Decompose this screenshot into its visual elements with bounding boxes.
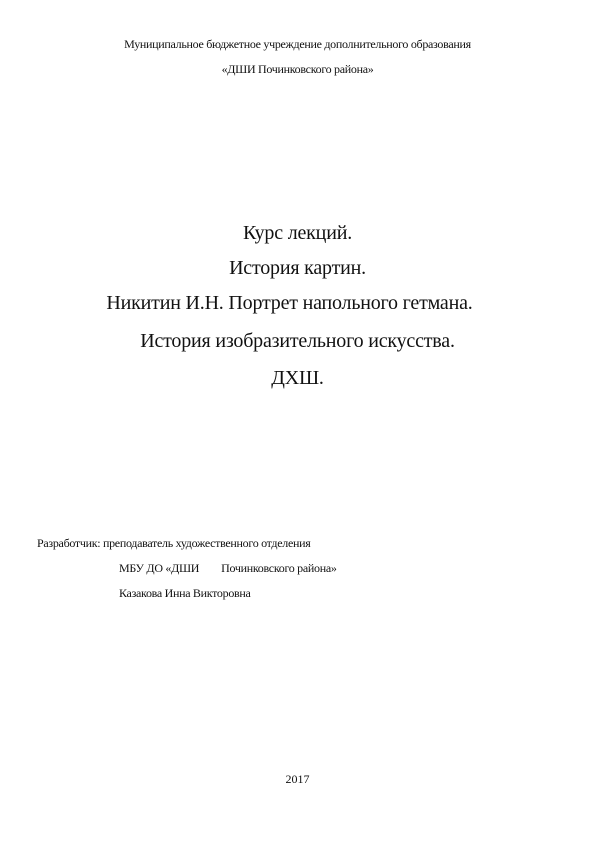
title-line-1: Курс лекций. (243, 222, 352, 244)
developer-organization-part1: МБУ ДО «ДШИ (119, 561, 200, 575)
title-line-5: ДХШ. (271, 367, 324, 389)
title-line-3: Никитин И.Н. Портрет напольного гетмана. (106, 292, 473, 314)
title-line-2: История картин. (229, 257, 366, 279)
developer-name: Казакова Инна Викторовна (119, 586, 251, 600)
title-line-4: История изобразительного искусства. (140, 330, 455, 352)
institution-line: Муниципальное бюджетное учреждение дополнительного образования (124, 37, 471, 51)
school-line: «ДШИ Починковского района» (221, 62, 374, 76)
developer-role: Разработчик: преподаватель художественного отделения (37, 536, 311, 550)
developer-organization (119, 561, 337, 576)
developer-organization-part2: Починковского района» (221, 561, 337, 575)
year: 2017 (285, 772, 310, 786)
